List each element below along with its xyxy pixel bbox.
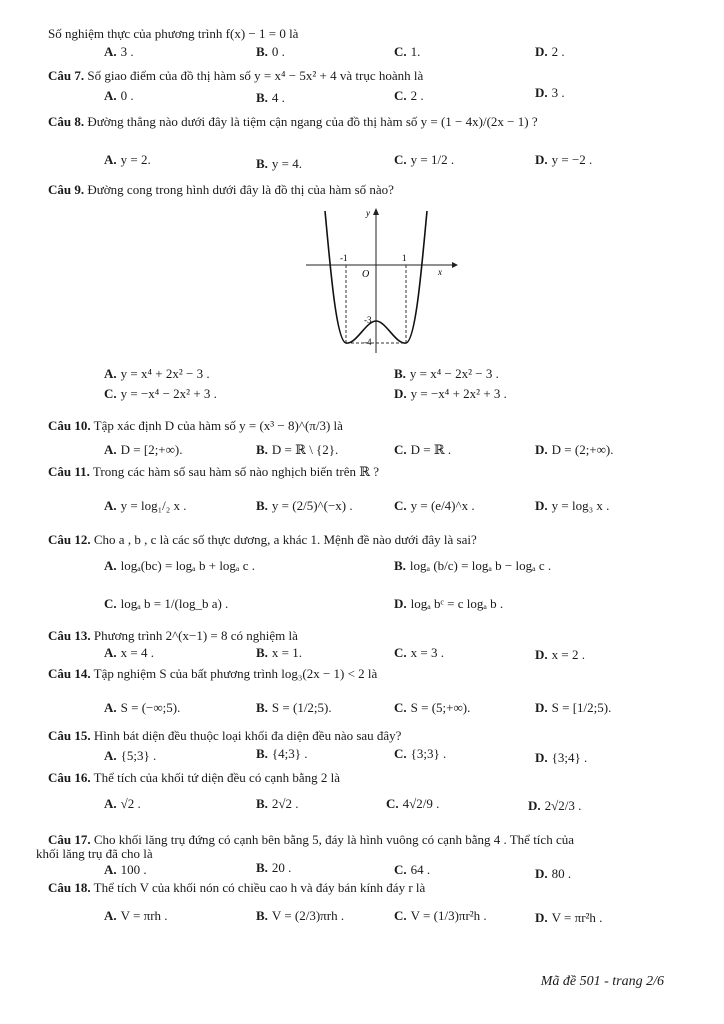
option-letter: B.	[256, 498, 268, 513]
option-a	[104, 645, 154, 661]
label-neg-one: -1	[340, 253, 348, 263]
label-origin: O	[362, 269, 370, 280]
option-d	[535, 910, 602, 926]
question-number: Câu 17.	[48, 832, 91, 847]
option-letter: C.	[394, 908, 407, 923]
question-16	[48, 770, 340, 786]
option-text: 20 .	[271, 860, 292, 875]
option-text: {5;3} .	[120, 748, 157, 763]
option-text: 0 .	[271, 44, 285, 59]
option-letter: C.	[394, 498, 407, 513]
option-c	[394, 645, 444, 661]
option-d	[535, 700, 611, 716]
x-axis-arrow	[452, 262, 458, 268]
option-letter: B.	[256, 700, 268, 715]
question-number: Câu 13.	[48, 628, 91, 643]
question-number: Câu 10.	[48, 418, 91, 433]
option-text: y = −x⁴ − 2x² + 3 .	[120, 386, 217, 401]
option-a	[104, 908, 168, 924]
option-letter: A.	[104, 645, 117, 660]
option-text: V = (1/3)πr²h .	[410, 908, 487, 923]
option-d	[394, 386, 507, 402]
option-text: S = (−∞;5).	[120, 700, 181, 715]
question-14	[48, 666, 377, 682]
option-letter: C.	[394, 442, 407, 457]
option-letter: D.	[535, 700, 548, 715]
question-7	[48, 68, 423, 84]
question-number: Câu 9.	[48, 182, 85, 197]
option-b	[256, 796, 299, 812]
question-text: Số giao điểm của đồ thị hàm số y = x⁴ − 5x² + 4 và trục hoành là	[87, 68, 424, 83]
question-number: Câu 15.	[48, 728, 91, 743]
option-c	[394, 88, 424, 104]
option-letter: D.	[535, 647, 548, 662]
intro-text: Số nghiệm thực của phương trình f(x) − 1 = 0 là	[48, 26, 299, 41]
option-c	[394, 442, 451, 458]
option-letter: B.	[394, 558, 406, 573]
option-text: S = (1/2;5).	[271, 700, 332, 715]
option-letter: B.	[256, 908, 268, 923]
option-b	[256, 860, 291, 876]
option-text: 2√2/3 .	[544, 798, 582, 813]
option-b	[256, 700, 332, 716]
option-c	[386, 796, 439, 812]
option-letter: A.	[104, 442, 117, 457]
option-b	[394, 366, 499, 382]
option-letter: C.	[394, 862, 407, 877]
question-number: Câu 11.	[48, 464, 90, 479]
option-text: √2 .	[120, 796, 141, 811]
label-neg-four: -4	[364, 337, 372, 347]
label-neg-three: -3	[364, 315, 372, 325]
label-y: y	[366, 208, 370, 218]
option-letter: A.	[104, 558, 117, 573]
option-text: D = (2;+∞).	[551, 442, 614, 457]
option-text: 4√2/9 .	[402, 796, 440, 811]
question-10	[48, 418, 343, 434]
question-15	[48, 728, 401, 744]
option-b	[256, 442, 338, 458]
option-text: logₐ bᶜ = c logₐ b .	[410, 596, 504, 611]
option-letter: C.	[394, 88, 407, 103]
y-axis-arrow	[373, 208, 379, 215]
option-letter: C.	[104, 596, 117, 611]
option-letter: D.	[394, 386, 407, 401]
option-a	[104, 152, 151, 168]
option-a	[104, 558, 255, 574]
option-d	[535, 44, 565, 60]
option-a	[104, 748, 156, 764]
option-text: D = ℝ .	[410, 442, 452, 457]
option-c	[104, 386, 217, 402]
option-letter: C.	[394, 700, 407, 715]
question-18	[48, 880, 425, 896]
option-letter: B.	[256, 746, 268, 761]
option-text: V = πr²h .	[551, 910, 603, 925]
option-text: S = (5;+∞).	[410, 700, 471, 715]
option-c	[394, 862, 430, 878]
option-a	[104, 700, 180, 716]
question-text: Hình bát diện đều thuộc loại khối đa diện đều nào sau đây?	[93, 728, 402, 743]
option-letter: C.	[104, 386, 117, 401]
option-c	[394, 746, 446, 762]
question-text: Đường cong trong hình dưới đây là đồ thị của hàm số nào?	[87, 182, 394, 197]
option-letter: D.	[535, 44, 548, 59]
option-text: 64 .	[410, 862, 431, 877]
label-x: x	[438, 267, 442, 277]
question-text: Trong các hàm số sau hàm số nào nghịch biến trên ℝ ?	[92, 464, 380, 479]
option-text: 0 .	[120, 88, 134, 103]
option-d	[394, 596, 503, 612]
question-8	[48, 114, 538, 130]
option-b	[256, 90, 285, 106]
question-number: Câu 7.	[48, 68, 85, 83]
question-text: Đường thẳng nào dưới đây là tiệm cận ngang của đồ thị hàm số y = (1 − 4x)/(2x − 1) ?	[87, 114, 538, 129]
option-a	[104, 442, 182, 458]
option-text: V = πrh .	[120, 908, 168, 923]
option-text: y = log₃ x .	[551, 498, 610, 513]
option-text: y = −x⁴ + 2x² + 3 .	[410, 386, 507, 401]
option-letter: D.	[535, 85, 548, 100]
option-letter: D.	[394, 596, 407, 611]
option-letter: D.	[535, 750, 548, 765]
option-a	[104, 796, 141, 812]
option-d	[535, 647, 585, 663]
option-letter: A.	[104, 498, 117, 513]
option-text: y = x⁴ − 2x² − 3 .	[409, 366, 499, 381]
option-text: x = 1.	[271, 645, 303, 660]
option-d	[528, 798, 581, 814]
option-letter: B.	[256, 90, 268, 105]
option-text: D = ℝ \ {2}.	[271, 442, 339, 457]
option-b	[394, 558, 551, 574]
option-text: 2 .	[551, 44, 565, 59]
option-letter: D.	[535, 866, 548, 881]
option-a	[104, 498, 187, 514]
option-d	[535, 498, 609, 514]
option-letter: B.	[256, 442, 268, 457]
option-text: y = x⁴ + 2x² − 3 .	[120, 366, 210, 381]
option-b	[256, 44, 285, 60]
option-letter: B.	[256, 156, 268, 171]
option-c	[394, 498, 475, 514]
option-letter: D.	[535, 910, 548, 925]
option-text: y = 1/2 .	[410, 152, 455, 167]
question-text: Phương trình 2^(x−1) = 8 có nghiệm là	[93, 628, 298, 643]
question-13	[48, 628, 298, 644]
option-text: logₐ(bc) = logₐ b + logₐ c .	[120, 558, 256, 573]
option-letter: D.	[535, 498, 548, 513]
question-text: Cho a , b , c là các số thực dương, a khác 1. Mệnh đề nào dưới đây là sai?	[93, 532, 477, 547]
question-number: Câu 18.	[48, 880, 91, 895]
option-letter: D.	[528, 798, 541, 813]
question-number: Câu 14.	[48, 666, 91, 681]
option-text: x = 2 .	[551, 647, 585, 662]
option-b	[256, 908, 344, 924]
option-text: V = (2/3)πrh .	[271, 908, 345, 923]
option-b	[256, 746, 308, 762]
option-letter: B.	[394, 366, 406, 381]
page-footer: Mã đề 501 - trang 2/6	[540, 974, 664, 989]
question-17-cont: khối lăng trụ đã cho là	[36, 846, 153, 861]
option-text: y = (2/5)^(−x) .	[271, 498, 353, 513]
option-text: x = 4 .	[120, 645, 154, 660]
option-text: S = [1/2;5).	[551, 700, 612, 715]
option-text: {4;3} .	[271, 746, 308, 761]
option-text: 2 .	[410, 88, 424, 103]
option-d	[535, 866, 571, 882]
option-d	[535, 750, 587, 766]
option-b	[256, 498, 353, 514]
option-a	[104, 44, 134, 60]
label-one: 1	[402, 253, 407, 263]
option-c	[104, 596, 228, 612]
option-text: {3;4} .	[551, 750, 588, 765]
option-letter: B.	[256, 44, 268, 59]
option-letter: C.	[394, 746, 407, 761]
option-a	[104, 88, 134, 104]
option-b	[256, 645, 302, 661]
option-letter: B.	[256, 860, 268, 875]
question-number: Câu 12.	[48, 532, 91, 547]
option-d	[535, 85, 565, 101]
option-letter: C.	[394, 152, 407, 167]
option-letter: A.	[104, 700, 117, 715]
question-11	[48, 464, 379, 480]
option-letter: C.	[394, 44, 407, 59]
option-letter: A.	[104, 908, 117, 923]
option-letter: C.	[394, 645, 407, 660]
option-a	[104, 366, 210, 382]
option-d	[535, 442, 613, 458]
option-letter: A.	[104, 748, 117, 763]
option-text: y = log₁/₂ x .	[120, 498, 187, 513]
option-letter: A.	[104, 796, 117, 811]
option-c	[394, 908, 487, 924]
option-letter: B.	[256, 796, 268, 811]
option-text: 2√2 .	[271, 796, 299, 811]
option-text: logₐ b = 1/(log_b a) .	[120, 596, 229, 611]
option-text: {3;3} .	[410, 746, 447, 761]
option-text: 1.	[410, 44, 421, 59]
option-text: 4 .	[271, 90, 285, 105]
option-d	[535, 152, 592, 168]
option-text: 3 .	[120, 44, 134, 59]
option-c	[394, 700, 470, 716]
option-letter: D.	[535, 442, 548, 457]
option-letter: A.	[104, 44, 117, 59]
option-text: y = 4.	[271, 156, 303, 171]
question-text: Tập xác định D của hàm số y = (x³ − 8)^(π/3) là	[93, 418, 343, 433]
option-text: y = 2.	[120, 152, 151, 167]
option-text: D = [2;+∞).	[120, 442, 183, 457]
question-text: Thể tích V của khối nón có chiều cao h và đáy bán kính đáy r là	[93, 880, 426, 895]
option-letter: A.	[104, 88, 117, 103]
option-a	[104, 862, 147, 878]
option-c	[394, 44, 420, 60]
option-text: y = (e/4)^x .	[410, 498, 475, 513]
question-text: Cho khối lăng trụ đứng có cạnh bên bằng 5, đáy là hình vuông có cạnh bằng 4 . Thể tích của	[93, 832, 574, 847]
option-text: 80 .	[551, 866, 572, 881]
question-number: Câu 8.	[48, 114, 85, 129]
question-number: Câu 16.	[48, 770, 91, 785]
option-b	[256, 156, 302, 172]
option-letter: A.	[104, 862, 117, 877]
question-12	[48, 532, 477, 548]
option-letter: A.	[104, 152, 117, 167]
question-9	[48, 182, 394, 198]
question-text: Tập nghiệm S của bất phương trình log₃(2x − 1) < 2 là	[93, 666, 378, 681]
option-text: x = 3 .	[410, 645, 444, 660]
option-text: logₐ (b/c) = logₐ b − logₐ c .	[409, 558, 552, 573]
option-text: 100 .	[120, 862, 147, 877]
option-letter: C.	[386, 796, 399, 811]
option-letter: D.	[535, 152, 548, 167]
option-text: 3 .	[551, 85, 565, 100]
option-text: y = −2 .	[551, 152, 593, 167]
option-letter: B.	[256, 645, 268, 660]
option-c	[394, 152, 454, 168]
question-text: Thể tích của khối tứ diện đều có cạnh bằng 2 là	[93, 770, 341, 785]
option-letter: A.	[104, 366, 117, 381]
function-graph	[300, 203, 460, 358]
